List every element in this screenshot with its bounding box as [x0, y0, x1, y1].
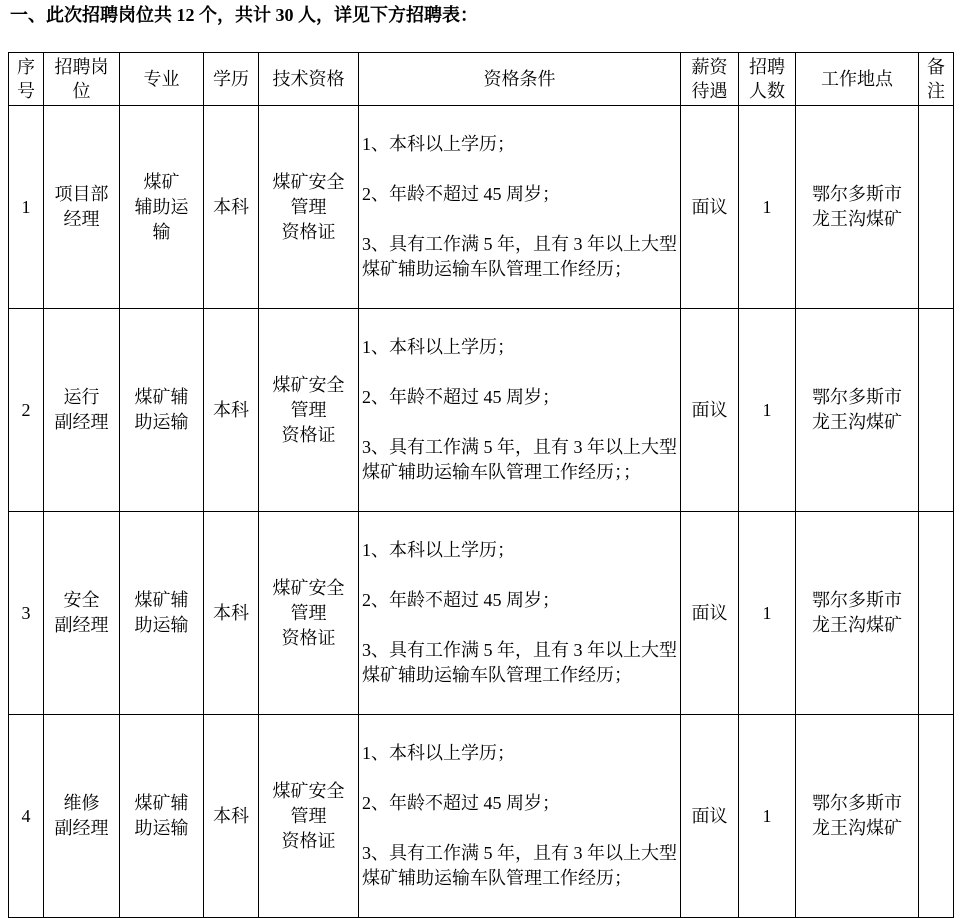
- header-requirements: 资格条件: [359, 53, 681, 106]
- cell-education: 本科: [204, 106, 259, 309]
- cell-index: 1: [9, 106, 44, 309]
- cell-location: 鄂尔多斯市 龙王沟煤矿: [796, 512, 919, 715]
- header-location: 工作地点: [796, 53, 919, 106]
- cell-salary: 面议: [681, 512, 739, 715]
- cell-education: 本科: [204, 512, 259, 715]
- header-position: 招聘岗 位: [44, 53, 120, 106]
- requirement-item: 3、具有工作满 5 年，且有 3 年以上大型煤矿辅助运输车队管理工作经历；: [362, 640, 677, 685]
- cell-headcount: 1: [739, 512, 796, 715]
- cell-requirements: [359, 106, 681, 309]
- cell-location: 鄂尔多斯市 龙王沟煤矿: [796, 715, 919, 918]
- cell-qualification: 煤矿安全 管理 资格证: [259, 512, 359, 715]
- intro-text: 一、此次招聘岗位共 12 个，共计 30 人，详见下方招聘表：: [10, 5, 478, 25]
- requirement-item: 1、本科以上学历；: [362, 743, 515, 763]
- requirement-item: 3、具有工作满 5 年，且有 3 年以上大型煤矿辅助运输车队管理工作经历；；: [362, 437, 677, 482]
- header-qualification: 技术资格: [259, 53, 359, 106]
- cell-index: 4: [9, 715, 44, 918]
- cell-education: 本科: [204, 715, 259, 918]
- cell-index: 3: [9, 512, 44, 715]
- header-headcount: 招聘 人数: [739, 53, 796, 106]
- requirement-item: 2、年龄不超过 45 周岁；: [362, 793, 560, 813]
- cell-salary: 面议: [681, 106, 739, 309]
- cell-requirements: [359, 512, 681, 715]
- requirement-item: 1、本科以上学历；: [362, 337, 515, 357]
- cell-headcount: 1: [739, 715, 796, 918]
- cell-qualification: 煤矿安全 管理 资格证: [259, 715, 359, 918]
- cell-location: 鄂尔多斯市 龙王沟煤矿: [796, 309, 919, 512]
- header-education: 学历: [204, 53, 259, 106]
- requirement-item: 2、年龄不超过 45 周岁；: [362, 387, 560, 407]
- cell-remarks: [919, 106, 954, 309]
- requirement-item: 3、具有工作满 5 年，且有 3 年以上大型煤矿辅助运输车队管理工作经历；: [362, 843, 677, 888]
- cell-position: 维修 副经理: [44, 715, 120, 918]
- header-salary: 薪资 待遇: [681, 53, 739, 106]
- requirement-item: 2、年龄不超过 45 周岁；: [362, 590, 560, 610]
- cell-major: 煤矿辅 助运输: [120, 309, 204, 512]
- cell-remarks: [919, 715, 954, 918]
- cell-qualification: 煤矿安全 管理 资格证: [259, 106, 359, 309]
- header-row: [9, 53, 954, 106]
- cell-remarks: [919, 309, 954, 512]
- cell-education: 本科: [204, 309, 259, 512]
- recruitment-table: [8, 52, 954, 918]
- cell-major: 煤矿辅 助运输: [120, 512, 204, 715]
- cell-salary: 面议: [681, 715, 739, 918]
- cell-major: 煤矿辅 助运输: [120, 715, 204, 918]
- header-major: 专业: [120, 53, 204, 106]
- cell-salary: 面议: [681, 309, 739, 512]
- cell-location: 鄂尔多斯市 龙王沟煤矿: [796, 106, 919, 309]
- cell-qualification: 煤矿安全 管理 资格证: [259, 309, 359, 512]
- header-index: 序 号: [9, 53, 44, 106]
- requirement-item: 1、本科以上学历；: [362, 540, 515, 560]
- cell-position: 项目部 经理: [44, 106, 120, 309]
- requirement-item: 3、具有工作满 5 年，且有 3 年以上大型煤矿辅助运输车队管理工作经历；: [362, 234, 677, 279]
- table-row: [9, 106, 954, 309]
- cell-requirements: [359, 309, 681, 512]
- cell-index: 2: [9, 309, 44, 512]
- cell-major: 煤矿 辅助运 输: [120, 106, 204, 309]
- cell-position: 安全 副经理: [44, 512, 120, 715]
- cell-position: 运行 副经理: [44, 309, 120, 512]
- table-row: [9, 715, 954, 918]
- cell-remarks: [919, 512, 954, 715]
- header-remarks: 备 注: [919, 53, 954, 106]
- cell-headcount: 1: [739, 106, 796, 309]
- cell-headcount: 1: [739, 309, 796, 512]
- table-row: [9, 512, 954, 715]
- requirement-item: 1、本科以上学历；: [362, 134, 515, 154]
- table-row: [9, 309, 954, 512]
- requirement-item: 2、年龄不超过 45 周岁；: [362, 184, 560, 204]
- cell-requirements: [359, 715, 681, 918]
